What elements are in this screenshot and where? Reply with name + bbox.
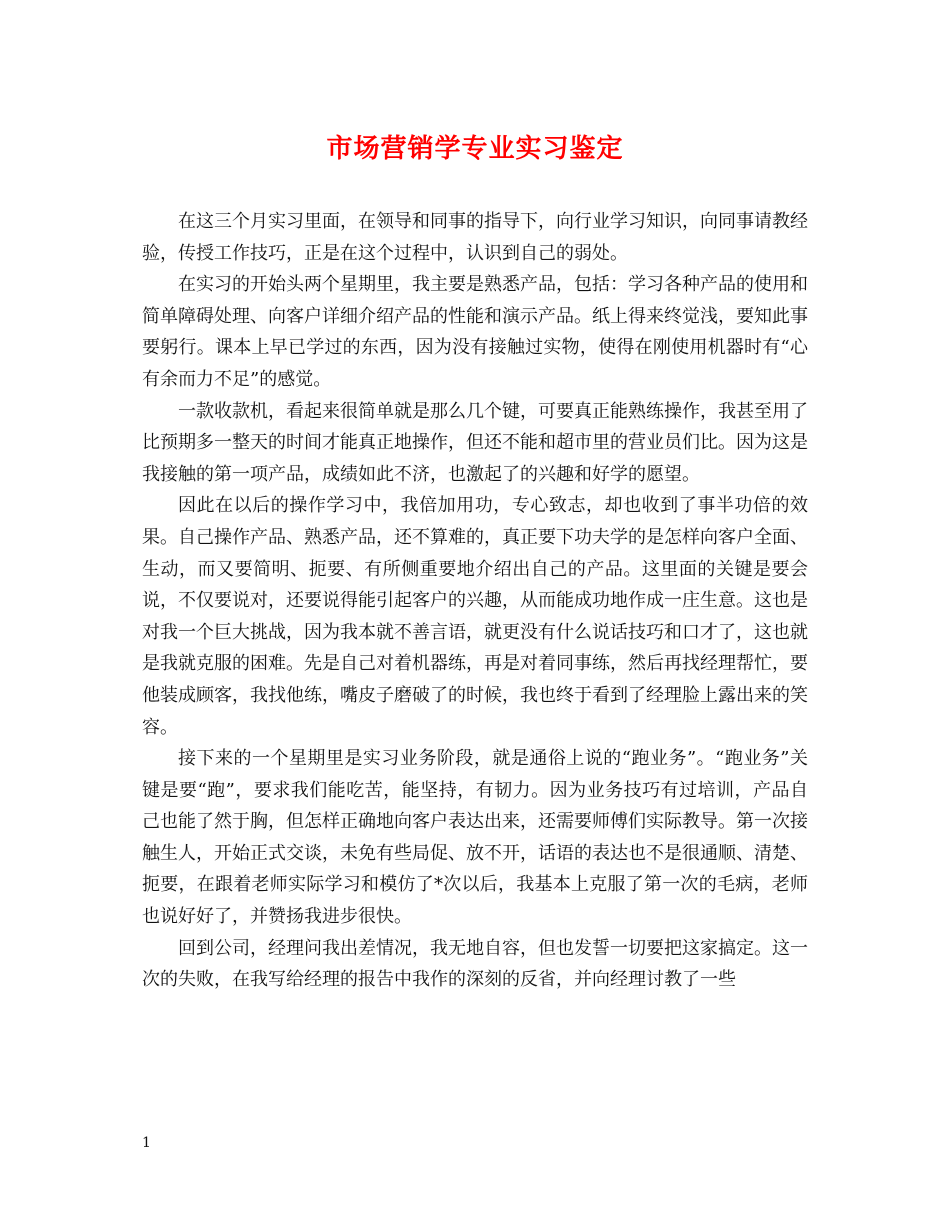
paragraph-2: 在实习的开始头两个星期里，我主要是熟悉产品，包括：学习各种产品的使用和简单障碍处理、向客户详细介绍产品的性能和演示产品。纸上得来终觉浅，要知此事要躬行。课本上早已学过的东西，因为没有接触过实物，使得在刚使用机器时有“心有余而力不足”的感觉。 [142,274,808,390]
document-body [142,206,808,996]
paragraph-6: 回到公司，经理问我出差情况，我无地自容，但也发誓一切要把这家搞定。这一次的失败，在我写给经理的报告中我作的深刻的反省，并向经理讨教了一些 [142,937,808,991]
paragraph-5: 接下来的一个星期里是实习业务阶段，就是通俗上说的“跑业务”。“跑业务”关键是要“跑”，要求我们能吃苦，能坚持，有韧力。因为业务技巧有过培训，产品自己也能了然于胸，但怎样正确地向客户表达出来，还需要师傅们实际教导。第一次接触生人，开始正式交谈，未免有些局促、放不开，话语的表达也不是很通顺、清楚、扼要，在跟着老师实际学习和模仿了*次以后，我基本上克服了第一次的毛病，老师也说好好了，并赞扬我进步很快。 [142,748,808,928]
paragraph-3: 一款收款机，看起来很简单就是那么几个键，可要真正能熟练操作，我甚至用了比预期多一整天的时间才能真正地操作，但还不能和超市里的营业员们比。因为这是我接触的第一项产品，成绩如此不济，也激起了的兴趣和好学的愿望。 [142,400,808,485]
page-title: 市场营销学专业实习鉴定 [326,134,624,164]
paragraph-4: 因此在以后的操作学习中，我倍加用功，专心致志，却也收到了事半功倍的效果。自己操作产品、熟悉产品，还不算难的，真正要下功夫学的是怎样向客户全面、生动，而又要简明、扼要、有所侧重要地介绍出自己的产品。这里面的关键是要会说，不仅要说对，还要说得能引起客户的兴趣，从而能成功地作成一庄生意。这也是对我一个巨大挑战，因为我本就不善言语，就更没有什么说话技巧和口才了，这也就是我就克服的困难。先是自己对着机器练，再是对着同事练，然后再找经理帮忙，要他装成顾客，我找他练，嘴皮子磨破了的时候，我也终于看到了经理脸上露出来的笑容。 [142,495,808,738]
page-number: 1 [142,1135,151,1151]
paragraph-1: 在这三个月实习里面，在领导和同事的指导下，向行业学习知识，向同事请教经验，传授工作技巧，正是在这个过程中，认识到自己的弱处。 [142,211,808,264]
